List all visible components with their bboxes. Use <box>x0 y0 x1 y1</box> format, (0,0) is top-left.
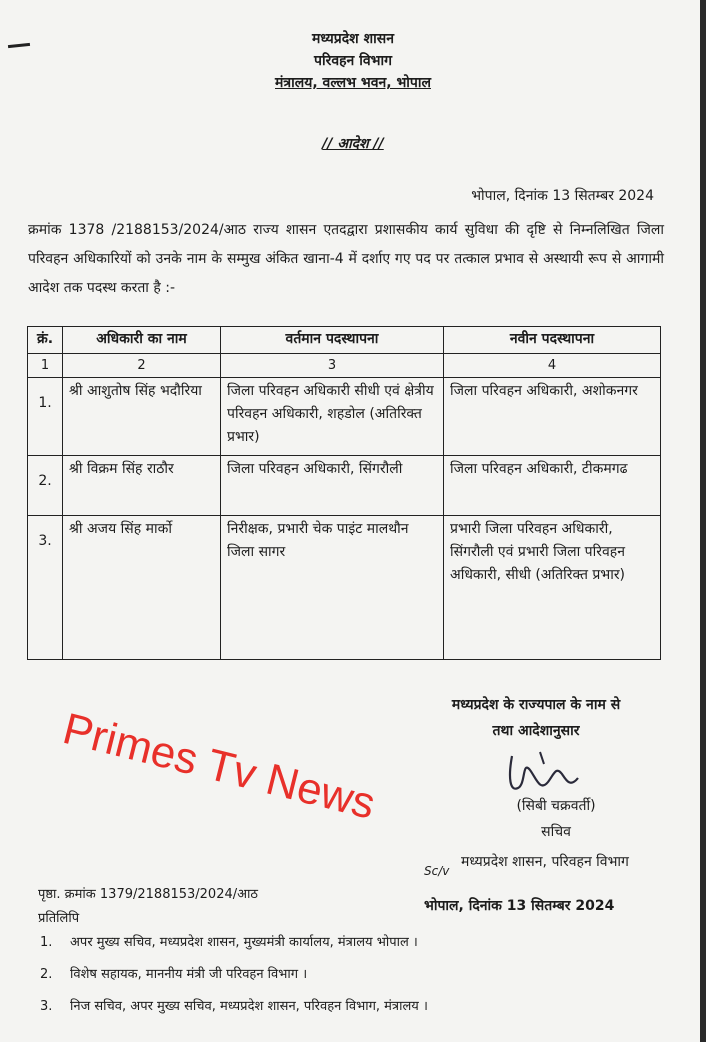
new-posting: जिला परिवहन अधिकारी, टीकमगढ <box>444 456 661 516</box>
row-sn: 2. <box>28 456 63 516</box>
col-number: 3 <box>221 354 444 378</box>
officer-name: श्री विक्रम सिंह राठौर <box>63 456 221 516</box>
table-row <box>28 456 661 516</box>
postings-table <box>27 326 661 660</box>
table-row <box>28 378 661 456</box>
current-posting: जिला परिवहन अधिकारी सीधी एवं क्षेत्रीय परिवहन अधिकारी, शहडोल (अतिरिक्त प्रभार) <box>221 378 444 456</box>
list-text: अपर मुख्य सचिव, मध्यप्रदेश शासन, मुख्यमंत्री कार्यालय, मंत्रालय भोपाल । <box>70 935 418 950</box>
list-item <box>40 932 680 964</box>
signer-department: मध्यप्रदेश शासन, परिवहन विभाग <box>461 854 629 870</box>
table-header-row <box>28 327 661 354</box>
order-date: भोपाल, दिनांक 13 सितम्बर 2024 <box>471 188 654 204</box>
list-text: निज सचिव, अपर मुख्य सचिव, मध्यप्रदेश शासन, परिवहन विभाग, मंत्रालय । <box>70 999 428 1014</box>
col-number: 4 <box>444 354 661 378</box>
letterhead <box>0 28 706 94</box>
list-index: 2. <box>40 967 53 982</box>
list-text: विशेष सहायक, माननीय मंत्री जी परिवहन विभाग । <box>70 967 308 982</box>
current-posting: निरीक्षक, प्रभारी चेक पाइंट मालथौन जिला सागर <box>221 516 444 660</box>
endorsement-date: भोपाल, दिनांक 13 सितम्बर 2024 <box>424 898 615 914</box>
header-sn: क्रं. <box>28 327 63 354</box>
column-number-row <box>28 354 661 378</box>
copy-to-label: प्रतिलिपि <box>38 911 80 926</box>
order-title: // आदेश // <box>322 136 384 152</box>
watermark: Primes Tv News <box>58 704 380 829</box>
new-posting: प्रभारी जिला परिवहन अधिकारी, सिंगरौली एवं प्रभारी जिला परिवहन अधिकारी, सीधी (अतिरिक्त प्रभार) <box>444 516 661 660</box>
signer-name: (सिबी चक्रवर्ती) <box>516 798 596 814</box>
endorsement-reference: पृष्ठा. क्रमांक 1379/2188153/2024/आठ <box>38 887 258 902</box>
current-posting: जिला परिवहन अधिकारी, सिंगरौली <box>221 456 444 516</box>
list-index: 1. <box>40 935 53 950</box>
page-edge <box>700 0 706 1042</box>
department-name: परिवहन विभाग <box>314 53 392 69</box>
officer-name: श्री अजय सिंह मार्को <box>63 516 221 660</box>
order-body: क्रमांक 1378 /2188153/2024/आठ राज्य शासन एतदद्वारा प्रशासकीय कार्य सुविधा की दृष्टि से निम्नलिखित जिला परिवहन अधिकारियों को उनके नाम के सम्मुख अंकित खाना-4 में दर्शाए गए पद पर तत्काल प्रभाव से अस्थायी रूप से आगामी आदेश तक पदस्थ करता है :- <box>28 222 664 296</box>
table-row <box>28 516 661 660</box>
authority-line1: मध्यप्रदेश के राज्यपाल के नाम से <box>451 697 621 713</box>
government-name: मध्यप्रदेश शासन <box>312 31 394 47</box>
office-address: मंत्रालय, वल्लभ भवन, भोपाल <box>275 75 431 91</box>
authority-line2: तथा आदेशानुसार <box>492 723 580 739</box>
col-number: 2 <box>63 354 221 378</box>
header-current-posting: वर्तमान पदस्थापना <box>221 327 444 354</box>
authority-block <box>406 692 666 744</box>
new-posting: जिला परिवहन अधिकारी, अशोकनगर <box>444 378 661 456</box>
header-officer-name: अधिकारी का नाम <box>63 327 221 354</box>
copy-list <box>40 932 680 1028</box>
row-sn: 3. <box>28 516 63 660</box>
officer-name: श्री आशुतोष सिंह भदौरिया <box>63 378 221 456</box>
list-item <box>40 964 680 996</box>
list-item <box>40 996 680 1028</box>
col-number: 1 <box>28 354 63 378</box>
row-sn: 1. <box>28 378 63 456</box>
list-index: 3. <box>40 999 53 1014</box>
signer-designation: सचिव <box>541 824 571 840</box>
header-new-posting: नवीन पदस्थापना <box>444 327 661 354</box>
initials-mark: Sc/v <box>424 864 450 878</box>
